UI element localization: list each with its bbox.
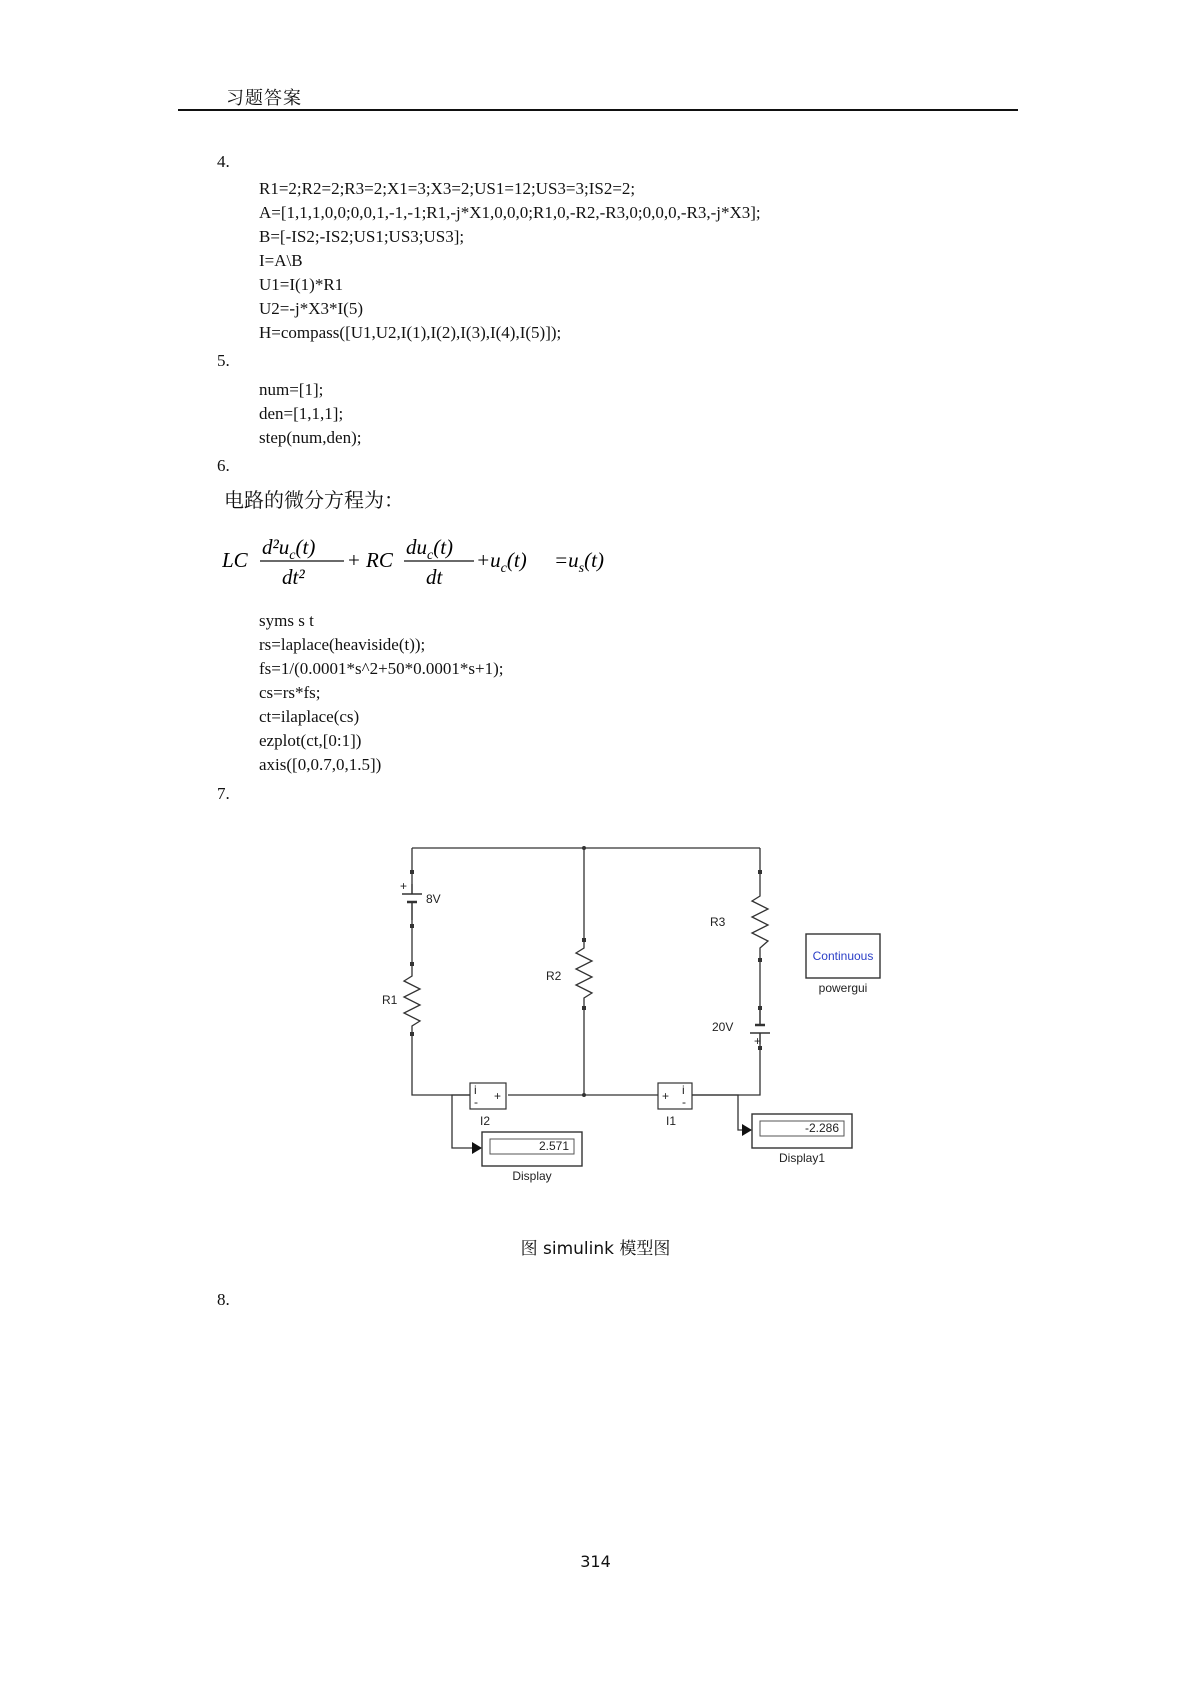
display1-label: Display1 [778,1151,826,1165]
resistor-icon-r3 [752,890,768,954]
eq-lc: LC [222,548,248,572]
ammeter-i1-label: I1 [666,1114,677,1128]
eq-frac1-numerator: $d^2u_c(t)$ [262,535,316,563]
powergui-label: powergui [818,981,868,995]
code-line: den=[1,1,1]; [259,404,344,423]
code-line: syms s t [259,611,314,630]
equation-intro-text: 电路的微分方程为： [224,488,404,512]
eq-plus: + [348,548,360,572]
page-number: 314 [580,1552,611,1571]
section-5-code [259,378,361,450]
wire-left-bottom [412,1032,470,1095]
section-6-code [259,609,504,777]
arrow-icon-display-input [472,1142,482,1154]
simulink-circuit-diagram [360,830,900,1210]
figure-caption: 图 simulink 模型图 [520,1239,671,1259]
r3-label: R3 [710,915,726,929]
code-line: cs=rs*fs; [259,683,321,702]
r2-label: R2 [546,969,562,983]
code-line: rs=laplace(heaviside(t)); [259,635,426,654]
resistor-icon-r2 [576,942,592,1004]
ammeter-i2-port-minus: - [474,1095,478,1109]
display1-value: -2.286 [804,1121,839,1135]
code-line: step(num,den); [259,428,362,447]
ammeter-i2-port-plus: + [494,1089,502,1103]
wire-display1-signal [692,1095,750,1130]
code-line: num=[1]; [259,380,324,399]
section-4-number: 4. [217,152,230,171]
code-line: axis([0,0.7,0,1.5]) [259,755,382,774]
display-label: Display [512,1169,552,1183]
eq-frac2-denominator: dt [426,565,443,589]
section-7-number: 7. [217,784,230,803]
source2-plus: + [754,1034,762,1048]
code-line: ezplot(ct,[0:1]) [259,731,362,750]
section-4-code [259,177,761,345]
code-line: U2=-j*X3*I(5) [259,299,364,318]
code-line: R1=2;R2=2;R3=2;X1=3;X3=2;US1=12;US3=3;IS2=2; [259,179,636,198]
ammeter-i1-port-i: i [682,1083,685,1097]
wire-right-bottom [692,1044,760,1095]
powergui-mode-text: Continuous [812,949,874,963]
eq-frac2-numerator: $du_c(t)$ [406,535,454,563]
section-5-number: 5. [217,351,230,370]
code-line: ct=ilaplace(cs) [259,707,360,726]
differential-equation [222,524,642,594]
eq-rc: RC [366,548,393,572]
resistor-icon-r1 [404,968,420,1032]
wire-display-signal [452,1095,472,1148]
ammeter-i2-label: I2 [480,1114,491,1128]
code-line: U1=I(1)*R1 [259,275,344,294]
r1-label: R1 [382,993,398,1007]
code-line: B=[-IS2;-IS2;US1;US3;US3]; [259,227,465,246]
source2-label: 20V [712,1020,734,1034]
eq-us-term: $=u_s(t)$ [554,548,604,576]
display-value: 2.571 [538,1139,569,1153]
code-line: H=compass([U1,U2,I(1),I(2),I(3),I(4),I(5)]); [259,323,562,342]
section-8-number: 8. [217,1290,230,1309]
source1-label: 8V [426,892,441,906]
code-line: fs=1/(0.0001*s^2+50*0.0001*s+1); [259,659,504,678]
code-line: A=[1,1,1,0,0;0,0,1,-1,-1;R1,-j*X1,0,0,0;R1,0,-R2,-R3,0;0,0,0,-R3,-j*X3]; [259,203,761,222]
source1-plus: + [400,879,408,893]
eq-frac1-denominator: dt² [282,565,305,589]
header-title: 习题答案 [226,88,302,109]
eq-uc-term: $+u_c(t)$ [476,548,527,576]
ammeter-i2-port-i: i [474,1083,477,1097]
ammeter-i1-port-plus: + [662,1089,670,1103]
arrow-icon-display1-input [742,1124,752,1136]
code-line: I=A\B [259,251,303,270]
header-rule [178,109,1018,111]
ammeter-i1-port-minus: - [682,1095,686,1109]
section-6-number: 6. [217,456,230,475]
